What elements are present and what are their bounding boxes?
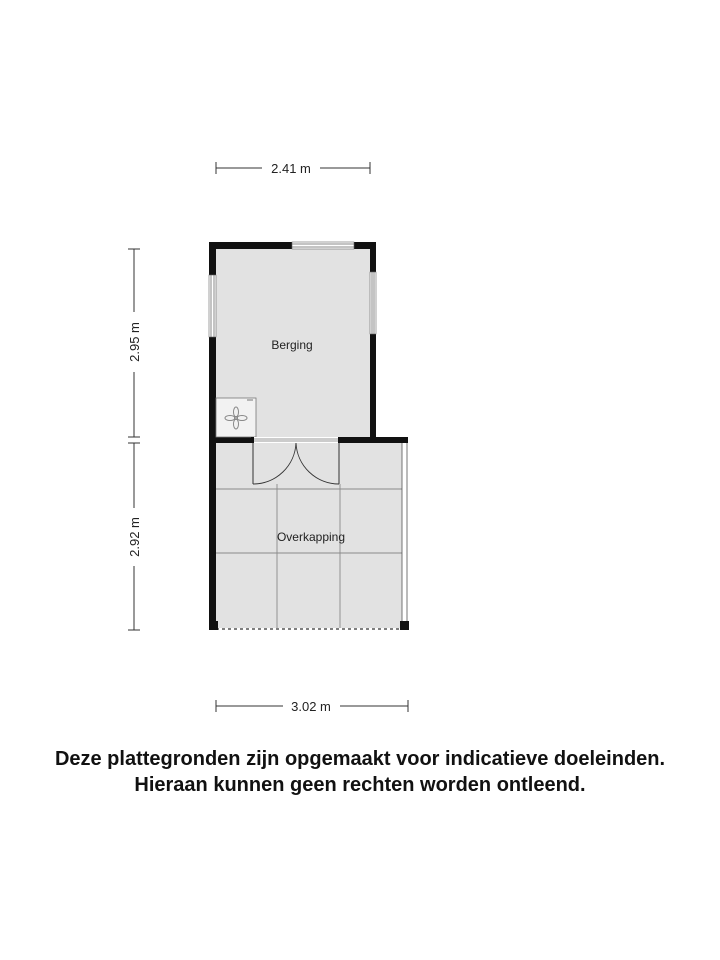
window-left <box>209 275 216 337</box>
room-overkapping <box>209 437 409 630</box>
dimension-left-lower-label: 2.92 m <box>127 517 142 557</box>
dimension-top <box>216 161 370 176</box>
room-label-berging: Berging <box>271 338 313 352</box>
window-right <box>370 272 376 334</box>
overkapping-right-edge <box>402 443 408 628</box>
dimension-top-label: 2.41 m <box>271 161 311 176</box>
dimension-bottom <box>216 699 408 714</box>
dimension-left-upper <box>127 249 142 437</box>
room-label-overkapping: Overkapping <box>276 530 346 544</box>
boiler-icon <box>216 398 256 437</box>
dimension-left-upper-label: 2.95 m <box>127 322 142 362</box>
post-top-right <box>401 437 408 443</box>
dimension-left-lower <box>127 443 142 630</box>
window-top <box>292 242 354 249</box>
disclaimer-line-1: Deze plattegronden zijn opgemaakt voor indicatieve doeleinden. <box>54 748 666 770</box>
disclaimer-line-2: Hieraan kunnen geen rechten worden ontleend. <box>134 774 586 796</box>
dimension-bottom-label: 3.02 m <box>291 699 331 714</box>
post-bottom-right <box>400 621 409 630</box>
post-bottom-left <box>209 621 218 630</box>
